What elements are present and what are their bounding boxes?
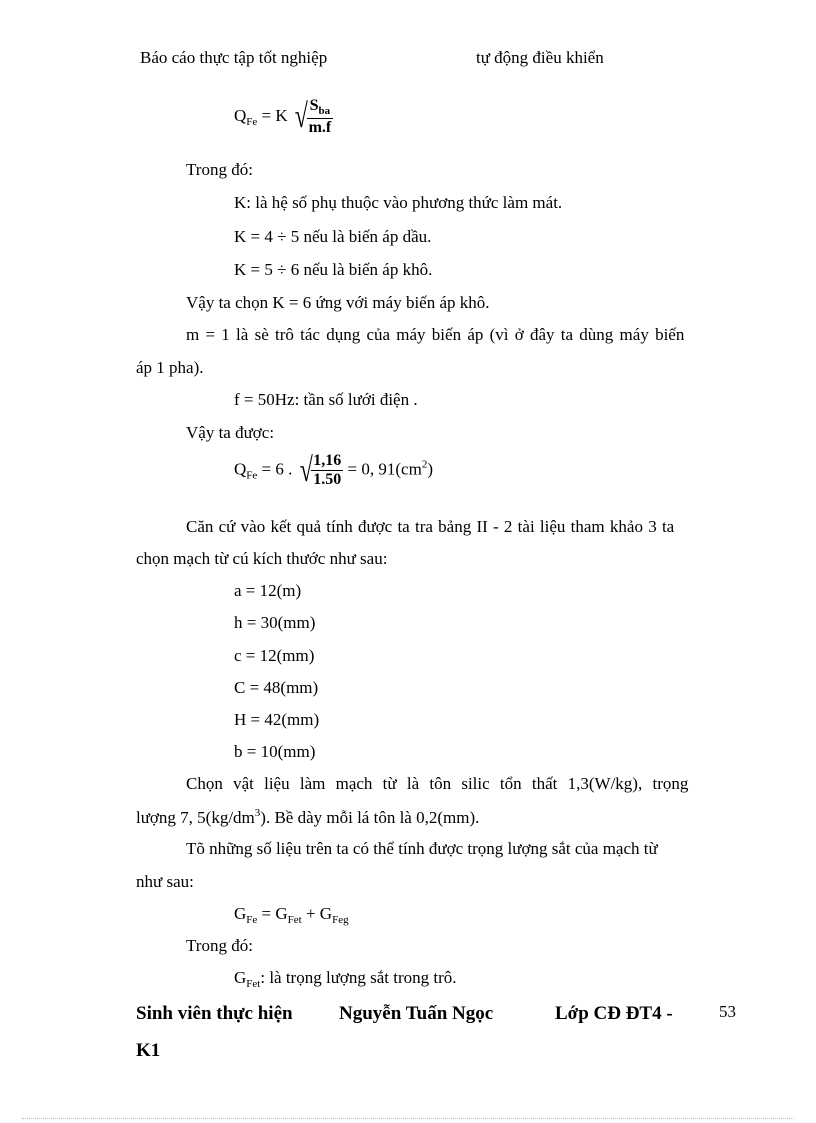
text-line: K = 4 ÷ 5 nếu là biến áp dầu. [234, 227, 432, 246]
text-line: áp 1 pha). [136, 358, 204, 377]
text-line: như sau: [136, 872, 194, 891]
dimension-item: C = 48(mm) [234, 678, 319, 697]
fraction-numerator: 1,16 [313, 452, 342, 469]
text-line: m = 1 là sè trô tác dụng của máy biến áp (vì ở đây ta dùng máy biến [186, 325, 685, 344]
header-title: Báo cáo thực tập tốt nghiệp [140, 48, 328, 67]
dimension-item: a = 12(m) [234, 581, 302, 600]
text-line: K = 5 ÷ 6 nếu là biến áp khô. [234, 260, 433, 279]
text-line: $G_{Fet}$: là trọng lượng sắt trong trô. [234, 968, 457, 990]
dimension-item: H = 42(mm) [234, 710, 320, 729]
sqrt-expression [292, 98, 333, 136]
fraction-numerator: $S_{ba}$ [307, 98, 334, 119]
footer-student-name: Nguyễn Tuấn Ngọc [339, 1003, 494, 1024]
footer-student-label: Sinh viên thực hiện [136, 1003, 293, 1024]
radical-icon: √ [299, 451, 313, 489]
formula-gfe: $G_{Fe} = G_{Fet} + G_{Feg}$ [234, 904, 349, 926]
formula-symbol: Q [234, 105, 247, 125]
sqrt-expression [297, 453, 344, 488]
formula-equals: = K [257, 105, 288, 125]
text-line: chọn mạch từ cú kích thước như sau: [136, 549, 388, 568]
page-number: 53 [719, 1002, 736, 1021]
fraction [307, 98, 334, 136]
header-subject: tự động điều khiển [476, 48, 604, 67]
page-bottom-divider [22, 1118, 794, 1119]
text-line: f = 50Hz: tần số lưới điện . [234, 390, 418, 409]
formula-qfe-general [234, 98, 333, 136]
text-line: Căn cứ vào kết quả tính được ta tra bảng II - 2 tài liệu tham khảo 3 ta [186, 517, 675, 536]
fraction [311, 453, 343, 488]
text-line: Trong đó: [186, 160, 253, 179]
text-line: Tõ những số liệu trên ta có thể tính được trọng lượng sắt của mạch từ [186, 839, 658, 858]
text-line: K: là hệ số phụ thuộc vào phương thức làm mát. [234, 193, 563, 212]
radical-icon: √ [294, 98, 308, 135]
footer-class: Lớp CĐ ĐT4 - [555, 1003, 673, 1024]
dimension-item: c = 12(mm) [234, 646, 315, 665]
fraction-denominator: m.f [308, 119, 332, 136]
text-line: lượng 7, $5(kg/dm^3)$. Bề dày mỗi lá tôn là 0,2(mm). [136, 807, 480, 827]
text-line: Chọn vật liệu làm mạch từ là tôn silic tổn thất 1,3(W/kg), trọng [186, 774, 689, 793]
text-line: Trong đó: [186, 936, 253, 955]
fraction-denominator: 1.50 [313, 471, 342, 488]
dimension-item: h = 30(mm) [234, 613, 316, 632]
text-line: Vậy ta được: [186, 423, 275, 442]
dimension-item: b = 10(mm) [234, 742, 316, 761]
footer-class-cont: K1 [136, 1040, 161, 1061]
formula-subscript: Fe [246, 115, 258, 128]
text-line: Vậy ta chọn K = 6 ứng với máy biến áp khô. [186, 293, 490, 312]
formula-qfe-result: $Q_{Fe} = 6$ . √ $\frac{1,16}{1.50}$ = 0, $91(cm^2)$ [234, 451, 433, 489]
